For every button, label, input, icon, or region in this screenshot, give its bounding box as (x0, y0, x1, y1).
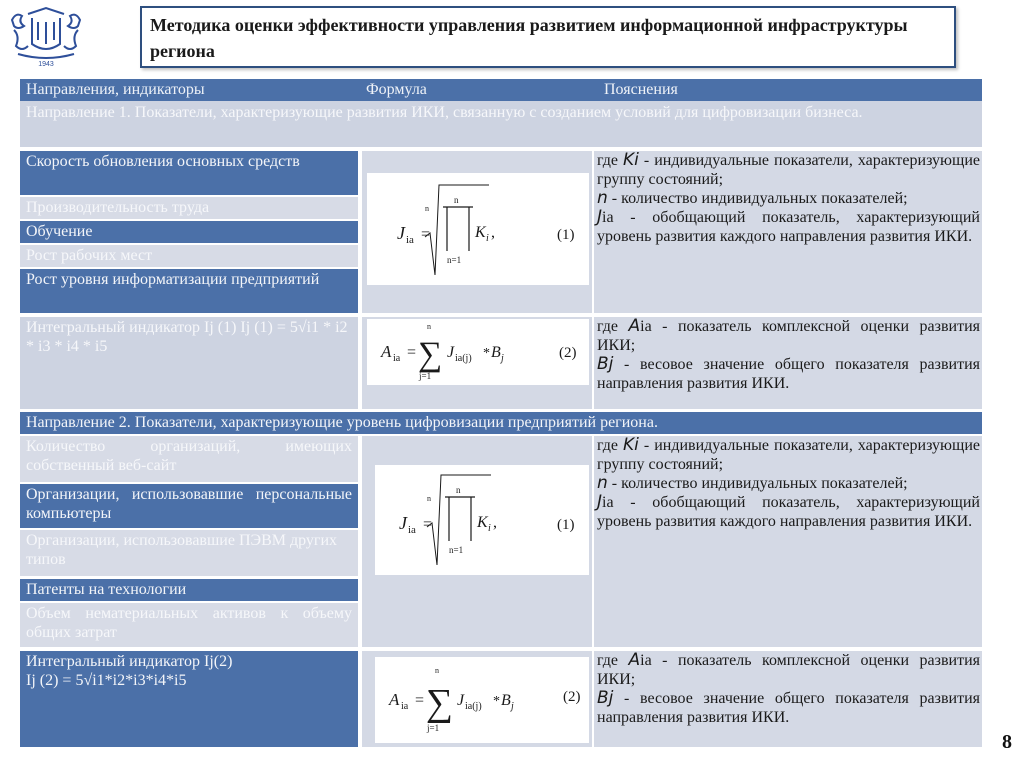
direction1-heading: Направление 1. Показатели, характеризующие развития ИКИ, связанную с созданием условий для цифровизации бизнеса. (20, 101, 982, 147)
formula2-card (367, 319, 589, 385)
formula2-top: n (427, 322, 431, 331)
formula4-bottom: j=1 (427, 723, 440, 733)
svg-text:=: = (415, 692, 425, 709)
expl4-a-text: ia - показатель комплексной оценки развития ИКИ; (597, 652, 981, 688)
formula1-term: K (475, 224, 486, 241)
formula3-number: (1) (557, 517, 575, 533)
svg-text:,: , (493, 514, 497, 531)
formula3-card (375, 465, 589, 575)
formula2-number: (2) (559, 345, 577, 361)
formula4-card (375, 657, 589, 743)
formula4-top: n (435, 666, 439, 675)
title-box (140, 6, 956, 68)
indicator-asset-renewal: Скорость обновления основных средств (20, 151, 358, 195)
formula1-graphic (367, 173, 589, 285)
header-explanation: Пояснения (592, 79, 982, 101)
indicator-jobs-growth: Рост рабочих мест (20, 245, 358, 267)
expl1-n: n (597, 188, 608, 208)
formula4-graphic (375, 657, 589, 743)
expl1-j-text: ia - обобщающий показатель, характеризующий уровень развития каждого направления развития ИКИ. (597, 209, 980, 245)
formula4-lhs: A (389, 690, 400, 709)
expl1-j: J (597, 207, 603, 227)
expl3-ki: Ki (623, 435, 639, 455)
slide-title: Методика оценки эффективности управления развитием информационной инфраструктуры региона (150, 15, 908, 61)
formula3-lhs-sub: ia (408, 524, 416, 536)
svg-text:∑: ∑ (418, 336, 443, 373)
integral-indicator-2-line2: Ij (2) = 5√i1*i2*i3*i4*i5 (26, 672, 187, 689)
indicator-training: Обучение (20, 221, 358, 243)
formula4-weight-sub: j (511, 701, 514, 712)
formula2-weight: B (491, 344, 501, 361)
integral-indicator-2 (20, 651, 358, 747)
svg-text:*: * (483, 346, 490, 361)
expl2-prefix: где (597, 318, 619, 335)
formula3-term-sub: i (488, 523, 491, 534)
formula3-top: n (456, 485, 461, 495)
indicator-other-computers: Организации, использовавшие ПЭВМ других типов (20, 530, 358, 576)
expl3-n-text: - количество индивидуальных показателей; (611, 475, 908, 492)
formula1-bottom: n=1 (447, 255, 462, 265)
indicator-intangible-assets: Объем нематериальных активов к объему общих затрат (20, 603, 358, 647)
expl3-n: n (597, 473, 608, 493)
formula1-lhs: J (397, 223, 405, 243)
expl4-bj-text: - весовое значение общего показателя развития направления развития ИКИ. (597, 690, 980, 726)
svg-text:*: * (493, 694, 500, 709)
svg-text:=: = (421, 226, 431, 243)
indicator-productivity: Производительность труда (20, 197, 358, 219)
formula2-term-sub: ia(j) (455, 353, 472, 364)
formula2-graphic (367, 319, 589, 385)
formula1-card (367, 173, 589, 285)
expl1-ki: Ki (623, 150, 639, 170)
expl2-bj-text: - весовое значение общего показателя развития направления развития ИКИ. (597, 356, 980, 392)
formula4-term: J (457, 692, 465, 709)
formula2-lhs-sub: ia (393, 353, 401, 364)
page-number: 8 (1002, 731, 1012, 753)
indicator-patents: Патенты на технологии (20, 579, 358, 601)
expl1-ki-text: - индивидуальные показатели, характеризующие группу состояний; (597, 152, 980, 188)
formula3-graphic (375, 465, 589, 575)
explanation4 (597, 651, 980, 727)
expl2-a-text: ia - показатель комплексной оценки развития ИКИ; (597, 318, 981, 354)
formula2-lhs: A (381, 342, 392, 361)
formula3-term: K (477, 514, 488, 531)
explanation1 (597, 151, 980, 246)
formula1-lhs-sub: ia (406, 234, 414, 246)
integral-indicator-2-line1: Интегральный индикатор Ij(2) (26, 653, 233, 670)
expl3-j-text: ia - обобщающий показатель, характеризующий уровень развития каждого направления развития ИКИ. (597, 494, 980, 530)
expl1-n-text: - количество индивидуальных показателей; (611, 190, 908, 207)
formula1-number: (1) (557, 227, 575, 243)
formula2-bottom: j=1 (419, 371, 432, 381)
formula2-weight-sub: j (501, 353, 504, 364)
formula2-term: J (447, 344, 455, 361)
indicator-informatization: Рост уровня информатизации предприятий (20, 269, 358, 313)
svg-text:∑: ∑ (426, 682, 454, 724)
expl3-prefix: где (597, 437, 619, 454)
formula4-number: (2) (563, 689, 581, 705)
university-logo (6, 6, 86, 68)
expl4-bj: Bj (597, 688, 614, 708)
expl4-prefix: где (597, 652, 619, 669)
expl3-ki-text: - индивидуальные показатели, характеризующие группу состояний; (597, 437, 980, 473)
formula4-weight: B (501, 692, 511, 709)
formula1-term-sub: i (486, 233, 489, 244)
expl1-prefix: где (597, 152, 619, 169)
formula3-bottom: n=1 (449, 545, 464, 555)
svg-text:=: = (407, 344, 417, 361)
formula4-lhs-sub: ia (401, 701, 409, 712)
svg-text:=: = (423, 516, 433, 533)
formula3-root-index: n (427, 494, 431, 503)
formula3-lhs: J (399, 513, 407, 533)
explanation2 (597, 317, 980, 393)
indicator-pc-usage: Организации, использовавшие персональные компьютеры (20, 484, 358, 528)
explanation3 (597, 436, 980, 531)
expl4-a: A (628, 650, 641, 670)
header-indicators: Направления, индикаторы (20, 79, 358, 101)
integral-indicator-1: Интегральный индикатор Ij (1) Ij (1) = 5√i1 * i2 * i3 * i4 * i5 (20, 317, 358, 409)
formula1-root-index: n (425, 204, 429, 213)
svg-text:,: , (491, 224, 495, 241)
expl2-bj: Bj (597, 354, 614, 374)
expl2-a: A (628, 316, 641, 336)
logo-year: 1943 (38, 61, 54, 68)
formula1-top: n (454, 195, 459, 205)
expl3-j: J (597, 492, 603, 512)
indicator-websites: Количество организаций, имеющих собственный веб-сайт (20, 436, 358, 482)
direction2-heading: Направление 2. Показатели, характеризующие уровень цифровизации предприятий региона. (20, 412, 982, 434)
formula4-term-sub: ia(j) (465, 701, 482, 712)
header-formula: Формула (358, 79, 592, 101)
